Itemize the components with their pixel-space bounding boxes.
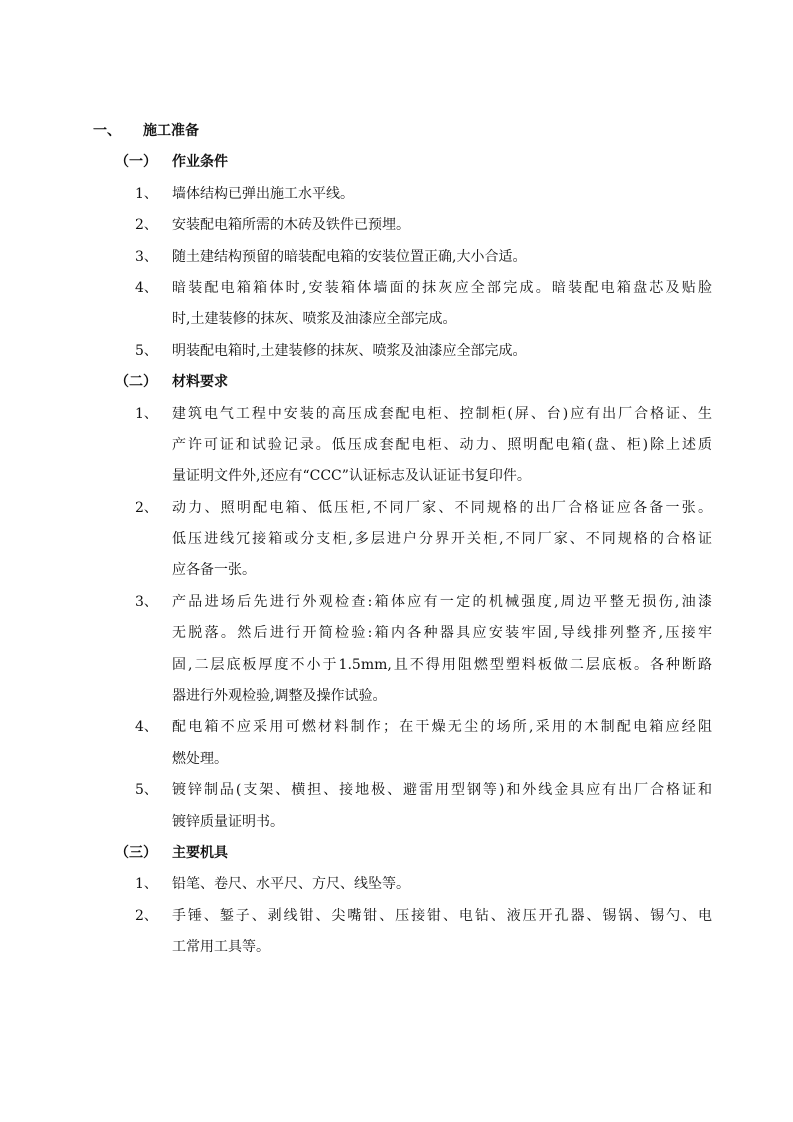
item-number: 2、 xyxy=(135,907,158,924)
list-item xyxy=(0,277,793,308)
list-item xyxy=(0,905,793,936)
list-item-continuation xyxy=(0,685,793,716)
list-item-continuation xyxy=(0,465,793,496)
item-text-line: 量证明文件外,还应有“CCC”认证标志及认证证书复印件。 xyxy=(172,468,531,485)
list-item xyxy=(0,716,793,747)
item-text-line: 工常用工具等。 xyxy=(172,939,270,956)
item-text-line: 镀锌制品(支架、横担、接地极、避雷用型钢等)和外线金具应有出厂合格证和 xyxy=(172,782,712,799)
heading-number: 一、 xyxy=(93,123,121,139)
item-text-line: 动力、照明配电箱、低压柜,不同厂家、不同规格的出厂合格证应各备一张。 xyxy=(172,499,712,516)
list-item-continuation xyxy=(0,559,793,590)
section-number: （一） xyxy=(115,154,157,171)
list-item-continuation xyxy=(0,748,793,779)
section-number: （三） xyxy=(115,844,157,861)
list-item xyxy=(0,779,793,810)
item-text-line: 时,土建装修的抹灰、喷浆及油漆应全部完成。 xyxy=(172,311,457,328)
list-item xyxy=(0,183,793,214)
section-title: 材料要求 xyxy=(172,374,228,391)
item-text-line: 随土建结构预留的暗装配电箱的安装位置正确,大小合适。 xyxy=(172,248,527,265)
section-number: （二） xyxy=(115,374,157,391)
list-item-continuation xyxy=(0,622,793,653)
item-text-line: 手锤、錾子、剥线钳、尖嘴钳、压接钳、电钻、液压开孔器、锡锅、锡勺、电 xyxy=(172,907,712,924)
item-text-line: 墙体结构已弹出施工水平线。 xyxy=(172,185,354,202)
item-text-line: 镀锌质量证明书。 xyxy=(172,813,284,830)
list-item-continuation xyxy=(0,308,793,339)
main-heading xyxy=(0,120,793,151)
item-number: 2、 xyxy=(135,217,158,234)
list-item-continuation xyxy=(0,936,793,967)
item-number: 4、 xyxy=(135,279,158,296)
list-item xyxy=(0,214,793,245)
item-number: 3、 xyxy=(135,593,158,610)
list-item-continuation xyxy=(0,654,793,685)
item-number: 5、 xyxy=(135,782,158,799)
list-item xyxy=(0,497,793,528)
heading-title: 施工准备 xyxy=(143,123,199,139)
section-heading xyxy=(0,371,793,402)
section-title: 作业条件 xyxy=(172,154,228,171)
list-item-continuation xyxy=(0,811,793,842)
item-text-line: 明装配电箱时,土建装修的抹灰、喷浆及油漆应全部完成。 xyxy=(172,342,527,359)
item-number: 1、 xyxy=(135,185,158,202)
item-number: 1、 xyxy=(135,876,158,893)
item-text-line: 产品进场后先进行外观检查:箱体应有一定的机械强度,周边平整无损伤,油漆 xyxy=(172,593,712,610)
item-number: 5、 xyxy=(135,342,158,359)
item-number: 4、 xyxy=(135,719,158,736)
list-item xyxy=(0,340,793,371)
item-text-line: 铅笔、卷尺、水平尺、方尺、线坠等。 xyxy=(172,876,410,893)
item-text-line: 配电箱不应采用可燃材料制作；在干燥无尘的场所,采用的木制配电箱应经阻 xyxy=(172,719,712,736)
list-item-continuation xyxy=(0,434,793,465)
item-text-line: 无脱落。然后进行开简检验:箱内各种器具应安装牢固,导线排列整齐,压接牢 xyxy=(172,625,712,642)
item-number: 3、 xyxy=(135,248,158,265)
list-item xyxy=(0,403,793,434)
item-number: 1、 xyxy=(135,405,158,422)
item-text-line: 建筑电气工程中安装的高压成套配电柜、控制柜(屏、台)应有出厂合格证、生 xyxy=(172,405,712,422)
list-item xyxy=(0,873,793,904)
item-text-line: 产许可证和试验记录。低压成套配电柜、动力、照明配电箱(盘、柜)除上述质 xyxy=(172,436,712,453)
section-heading xyxy=(0,842,793,873)
item-text-line: 应各备一张。 xyxy=(172,562,256,579)
list-item-continuation xyxy=(0,528,793,559)
item-text-line: 安装配电箱所需的木砖及铁件已预埋。 xyxy=(172,217,410,234)
section-heading xyxy=(0,151,793,182)
item-text-line: 低压进线冗接箱或分支柜,多层进户分界开关柜,不同厂家、不同规格的合格证 xyxy=(172,531,712,548)
item-text-line: 燃处理。 xyxy=(172,750,228,767)
item-text-line: 固,二层底板厚度不小于1.5mm,且不得用阻燃型塑料板做二层底板。各种断路 xyxy=(172,656,712,673)
document-page xyxy=(0,120,793,968)
item-number: 2、 xyxy=(135,499,158,516)
section-title: 主要机具 xyxy=(172,844,228,861)
item-text-line: 器进行外观检验,调整及操作试验。 xyxy=(172,688,387,705)
list-item xyxy=(0,591,793,622)
list-item xyxy=(0,246,793,277)
item-text-line: 暗装配电箱箱体时,安装箱体墙面的抹灰应全部完成。暗装配电箱盘芯及贴脸 xyxy=(172,279,712,296)
